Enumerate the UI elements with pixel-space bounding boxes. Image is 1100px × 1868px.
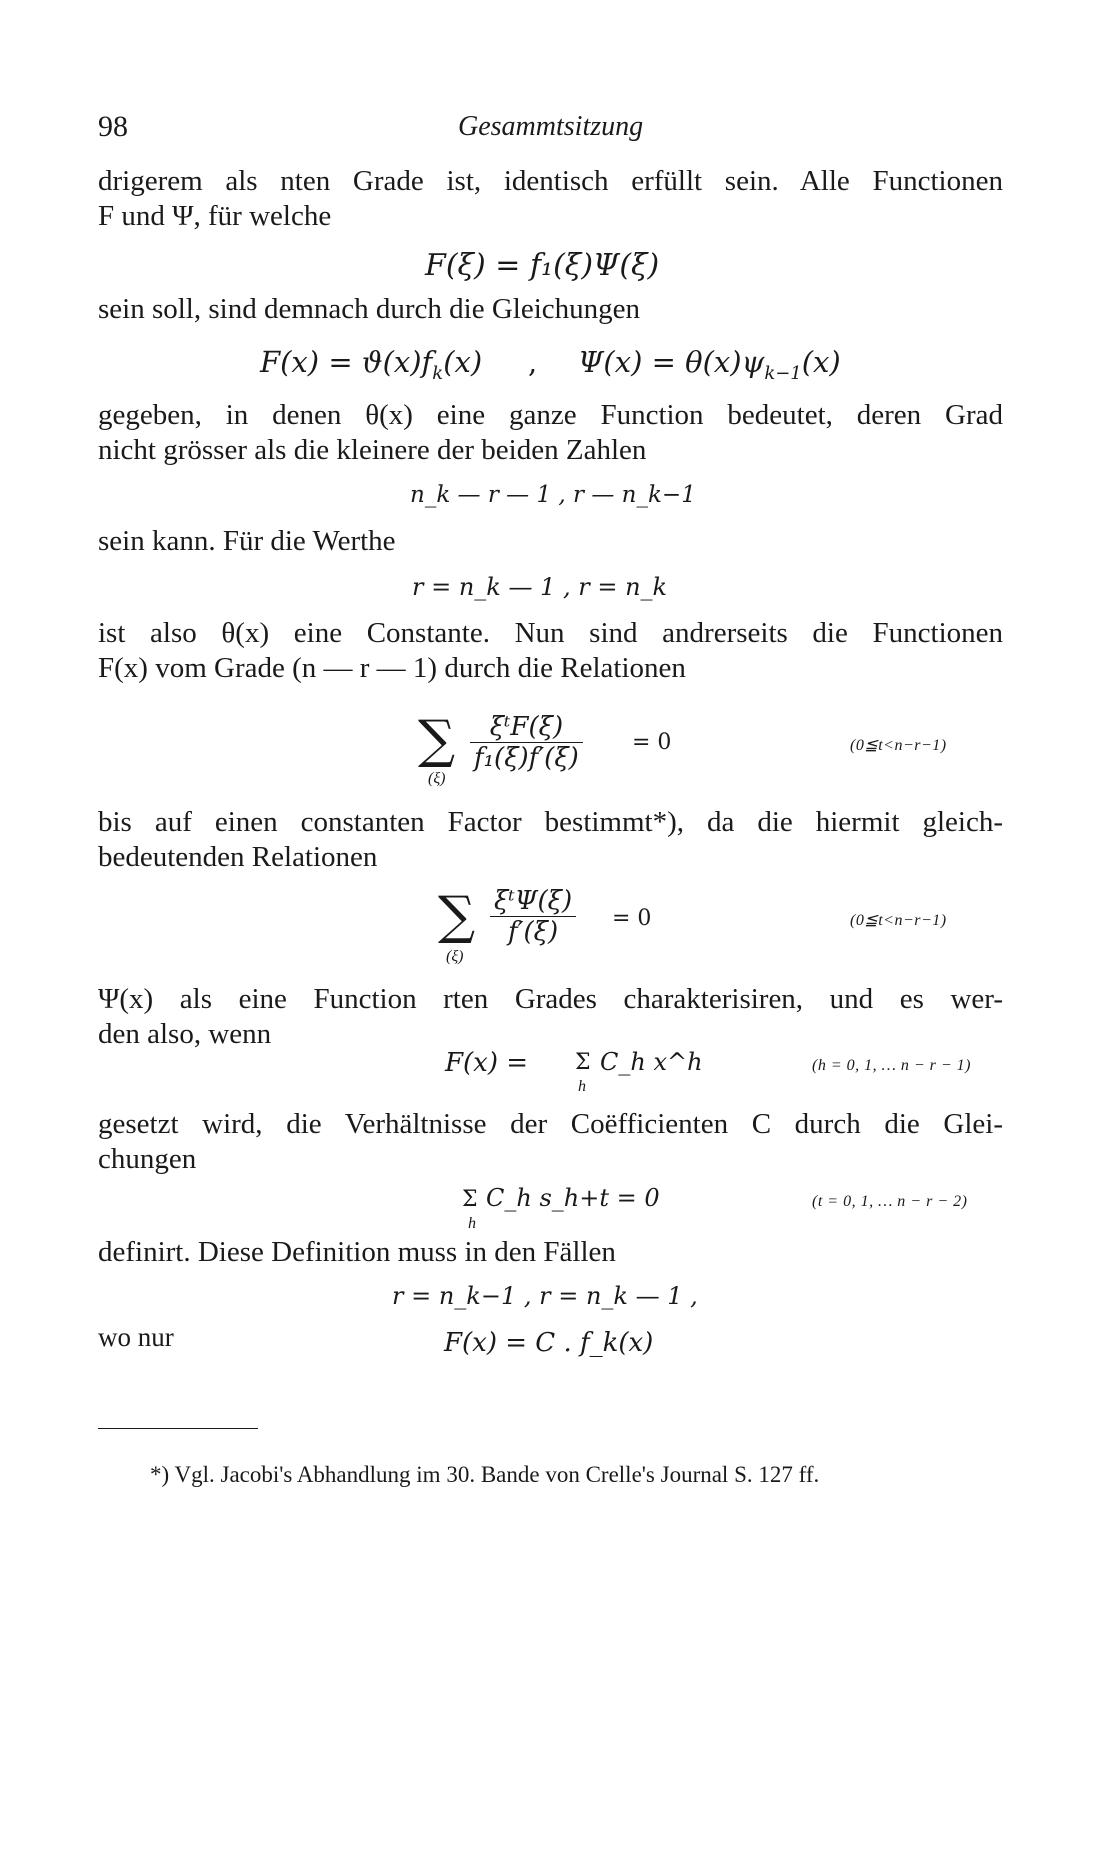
fraction-1: $\frac{\text{ξᵗF(ξ)}}{\text{f₁(ξ)f′(ξ)}}$ bbox=[470, 712, 583, 773]
equation-2-separator: , bbox=[528, 345, 538, 379]
condition-label: (h = 0, 1, … n − r − 1) bbox=[812, 1057, 971, 1074]
condition-label: (0≦t<n−r−1) bbox=[850, 912, 947, 929]
page-number: 98 bbox=[98, 110, 128, 143]
text-line: chungen bbox=[98, 1143, 197, 1175]
footnote-rule bbox=[98, 1428, 258, 1429]
text-line: bis auf einen constanten Factor bestimmt*), da die hiermit gleich- bbox=[98, 806, 1003, 838]
equation-5-rhs: = 0 bbox=[632, 730, 672, 755]
equation-2-left: $F(x) = ϑ(x)f_k(x)$ bbox=[260, 345, 483, 384]
condition-label: (t = 0, 1, … n − r − 2) bbox=[812, 1193, 968, 1210]
condition-label: (0≦t<n−r−1) bbox=[850, 737, 947, 754]
equation-1: F(ξ) = f₁(ξ)Ψ(ξ) bbox=[425, 248, 660, 283]
text-line: wo nur bbox=[98, 1322, 174, 1352]
text-line: den also, wenn bbox=[98, 1018, 272, 1050]
summation-sign: ∑ bbox=[418, 710, 456, 770]
equation-9: r = n_k−1 , r = n_k — 1 , bbox=[392, 1282, 698, 1310]
text-line: ist also θ(x) eine Constante. Nun sind andrerseits die Functionen bbox=[98, 617, 1003, 649]
text-line: definirt. Diese Definition muss in den Fällen bbox=[98, 1236, 616, 1268]
sum-index: (ξ) bbox=[446, 948, 464, 965]
footnote: *) Vgl. Jacobi's Abhandlung im 30. Bande von Crelle's Journal S. 127 ff. bbox=[150, 1462, 820, 1487]
equation-3: n_k — r — 1 , r — n_k−1 bbox=[410, 482, 696, 508]
equation-8-term: C_h s_h+t = 0 bbox=[486, 1184, 660, 1212]
text-line: drigerem als nten Grade ist, identisch erfüllt sein. Alle Functionen bbox=[98, 165, 1003, 197]
text-line: nicht grösser als die kleinere der beiden Zahlen bbox=[98, 434, 647, 466]
text-line: bedeutenden Relationen bbox=[98, 841, 378, 873]
equation-7-term: C_h x^h bbox=[600, 1048, 703, 1076]
summation-sign: Σ bbox=[575, 1050, 591, 1075]
text-line: gesetzt wird, die Verhältnisse der Coëfficienten C durch die Glei- bbox=[98, 1108, 1003, 1140]
text-line: gegeben, in denen θ(x) eine ganze Function bedeutet, deren Grad bbox=[98, 399, 1003, 431]
summation-sign: ∑ bbox=[438, 886, 476, 946]
text-line: F und Ψ, für welche bbox=[98, 200, 332, 232]
text-line: sein soll, sind demnach durch die Gleichungen bbox=[98, 293, 641, 325]
fraction-2: $\frac{\text{ξᵗΨ(ξ)}}{f'(\xi)}$ bbox=[490, 886, 576, 947]
equation-2-right: $\Psi(x) = \theta(x)\psi_{k-1}(x)$ bbox=[578, 345, 841, 384]
running-title: Gesammtsitzung bbox=[458, 111, 644, 142]
text-line: sein kann. Für die Werthe bbox=[98, 525, 396, 557]
equation-4: r = n_k — 1 , r = n_k bbox=[412, 573, 668, 601]
equation-10: F(x) = C . f_k(x) bbox=[444, 1328, 654, 1358]
sum-index: h bbox=[578, 1078, 586, 1095]
text-line: Ψ(x) als eine Function rten Grades charakterisiren, und es wer- bbox=[98, 983, 1003, 1015]
text-line: F(x) vom Grade (n — r — 1) durch die Relationen bbox=[98, 652, 686, 684]
equation-6-rhs: = 0 bbox=[612, 906, 652, 931]
summation-sign: Σ bbox=[462, 1187, 478, 1212]
sum-index: h bbox=[468, 1215, 476, 1232]
equation-7-left: F(x) = bbox=[445, 1048, 529, 1078]
sum-index: (ξ) bbox=[428, 770, 446, 787]
